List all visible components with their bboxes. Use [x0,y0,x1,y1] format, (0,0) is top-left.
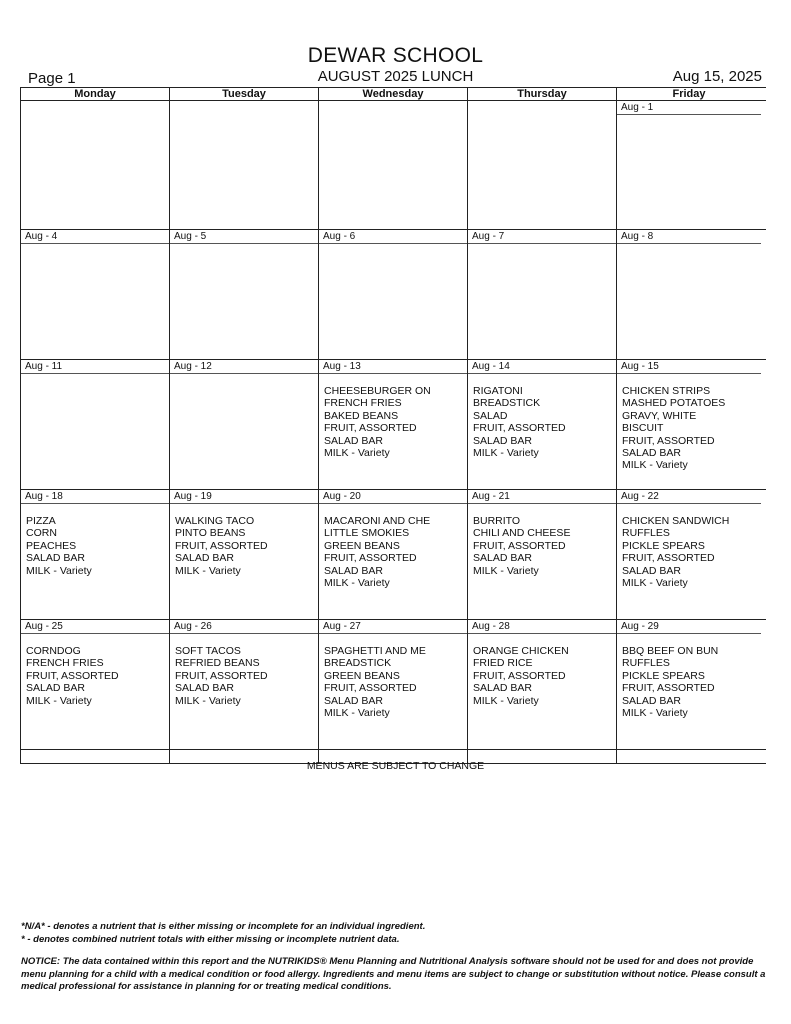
week-row [21,620,766,750]
menu-item: FRUIT, ASSORTED [622,434,715,447]
menu-item-list [319,515,467,589]
menu-item: GREEN BEANS [324,539,400,552]
day-cell [21,360,170,489]
menu-item: MILK - Variety [473,447,539,460]
menu-item-list [617,645,761,719]
menu-item: FRUIT, ASSORTED [324,422,417,435]
day-date: Aug - 27 [319,620,467,634]
menu-item: PIZZA [26,515,56,527]
day-cell [319,360,468,489]
week-row [21,490,766,620]
menu-item-list [170,515,318,577]
menu-item-list [468,385,616,459]
weekday-header: Monday [21,88,170,100]
day-cell [21,490,170,619]
week-row [21,101,766,230]
day-cell [170,620,319,749]
menu-item: LITTLE SMOKIES [324,527,410,540]
menu-item: MILK - Variety [473,564,539,577]
menu-item: SPAGHETTI AND ME [324,645,426,657]
menu-item: BREADSTICK [324,657,392,670]
menu-item: SOFT TACOS [175,645,241,657]
menu-item-list [170,645,318,707]
menu-item: FRUIT, ASSORTED [175,539,268,552]
menu-item: RIGATONI [473,385,523,397]
day-cell [617,360,761,489]
menu-item: BAKED BEANS [324,409,399,422]
menu-item: FRENCH FRIES [26,657,104,670]
menu-item-list [319,385,467,459]
day-cell [319,620,468,749]
menu-item: MASHED POTATOES [622,397,726,410]
menu-item: REFRIED BEANS [175,657,260,670]
day-date: Aug - 18 [21,490,169,504]
menu-item: MILK - Variety [324,707,390,720]
day-cell [170,101,319,229]
footnotes [21,921,771,994]
weekday-header: Thursday [468,88,617,100]
day-date: Aug - 26 [170,620,318,634]
weekday-header-row [21,88,766,101]
menu-item: MILK - Variety [26,564,92,577]
day-date: Aug - 14 [468,360,616,374]
footnote-star: * - denotes combined nutrient totals with either missing or incomplete nutrient data. [21,933,400,945]
day-cell [468,101,617,229]
menu-item: CHICKEN SANDWICH [622,515,730,527]
day-cell [170,230,319,359]
day-cell [170,360,319,489]
day-cell [21,101,170,229]
menu-item: MILK - Variety [324,447,390,460]
menu-item: MILK - Variety [175,564,241,577]
menu-item-list [468,645,616,707]
menu-item-list [468,515,616,577]
day-cell [21,620,170,749]
day-date: Aug - 21 [468,490,616,504]
menu-item: GRAVY, WHITE [622,409,697,422]
day-date: Aug - 1 [617,101,761,115]
menu-item: FRUIT, ASSORTED [324,552,417,565]
menu-item: CORN [26,527,57,540]
report-date: Aug 15, 2025 [672,68,762,85]
day-date: Aug - 7 [468,230,616,244]
menu-item: CHICKEN STRIPS [622,385,711,397]
menu-item: CHILI AND CHEESE [473,527,571,540]
day-cell [468,620,617,749]
menu-item: MILK - Variety [622,707,688,720]
menu-month-title: AUGUST 2025 LUNCH [317,68,474,85]
menu-item: FRUIT, ASSORTED [473,422,566,435]
menu-item: PEACHES [26,539,77,552]
menu-item: GREEN BEANS [324,669,400,682]
day-cell [319,101,468,229]
footnote-na: *N/A* - denotes a nutrient that is either missing or incomplete for an individual ingredient. [21,921,426,932]
weekday-header: Friday [672,88,706,100]
day-date: Aug - 6 [319,230,467,244]
menu-item: SALAD BAR [324,694,383,707]
day-cell [21,230,170,359]
day-cell [468,360,617,489]
menu-calendar-grid [20,87,766,764]
menu-item: SALAD BAR [324,564,383,577]
menu-item: FRUIT, ASSORTED [473,669,566,682]
menu-item: ORANGE CHICKEN [473,645,569,657]
day-cell [617,230,761,359]
menu-item: FRUIT, ASSORTED [175,669,268,682]
day-date: Aug - 22 [617,490,761,504]
day-date: Aug - 19 [170,490,318,504]
menu-item: BISCUIT [622,422,664,435]
menu-item: MACARONI AND CHE [324,515,431,527]
day-cell [617,620,761,749]
menu-item: SALAD BAR [622,447,681,460]
legal-notice: NOTICE: The data contained within this report and the NUTRIKIDS® Menu Planning and Nutritional Analysis software should not be used for and does not provide menu planning for a child with a medical condition or food allergy. Ingredients and menu items are subject to change or substitution without notice. Please consult a medical professional for assistance in planning for or treating medical conditions. [21,956,766,992]
menu-item: MILK - Variety [622,459,688,472]
day-date: Aug - 29 [617,620,761,634]
day-cell [617,490,761,619]
menu-item: SALAD BAR [324,434,383,447]
day-date: Aug - 25 [21,620,169,634]
menu-item: FRUIT, ASSORTED [622,682,715,695]
menu-item: CORNDOG [26,645,81,657]
menu-item: WALKING TACO [175,515,255,527]
menu-item: SALAD BAR [622,694,681,707]
weekday-header: Wednesday [319,88,468,100]
day-cell [170,490,319,619]
day-cell [468,230,617,359]
menu-item-list [617,515,761,589]
menu-item: MILK - Variety [324,577,390,590]
day-cell [319,490,468,619]
menu-item: BBQ BEEF ON BUN [622,645,719,657]
day-date: Aug - 15 [617,360,761,374]
menu-item: SALAD BAR [473,552,532,565]
day-date: Aug - 11 [21,360,169,374]
week-row [21,230,766,360]
day-cell [617,101,761,229]
menu-item: FRUIT, ASSORTED [473,539,566,552]
menu-item: SALAD BAR [26,682,85,695]
menu-item: FRENCH FRIES [324,397,402,410]
menu-item: MILK - Variety [622,577,688,590]
school-name: DEWAR SCHOOL [307,44,484,67]
day-date: Aug - 8 [617,230,761,244]
menu-item: SALAD BAR [473,434,532,447]
day-date: Aug - 5 [170,230,318,244]
menu-item: BURRITO [473,515,521,527]
menu-item: FRUIT, ASSORTED [26,669,119,682]
menu-item: RUFFLES [622,527,670,540]
menu-item: MILK - Variety [473,694,539,707]
menu-item: FRUIT, ASSORTED [324,682,417,695]
menu-item: SALAD BAR [473,682,532,695]
menu-item: SALAD [473,409,508,422]
page-number: Page 1 [28,70,76,87]
menu-item-list [319,645,467,719]
menu-item: MILK - Variety [26,694,92,707]
menu-item: SALAD BAR [26,552,85,565]
day-cell [468,490,617,619]
menu-item: MILK - Variety [175,694,241,707]
menu-item: PINTO BEANS [175,527,246,540]
week-row [21,360,766,490]
menu-item: BREADSTICK [473,397,541,410]
day-cell [319,230,468,359]
menu-item: RUFFLES [622,657,670,670]
report-header [0,0,791,90]
menu-change-notice: MENUS ARE SUBJECT TO CHANGE [306,760,485,772]
menu-item: PICKLE SPEARS [622,669,705,682]
day-date: Aug - 28 [468,620,616,634]
day-date: Aug - 12 [170,360,318,374]
menu-item-list [21,515,169,577]
day-date: Aug - 4 [21,230,169,244]
day-date: Aug - 13 [319,360,467,374]
menu-item: SALAD BAR [622,564,681,577]
menu-item: CHEESEBURGER ON [324,385,431,397]
menu-item: SALAD BAR [175,682,234,695]
menu-item: FRIED RICE [473,657,533,670]
weekday-header: Tuesday [170,88,319,100]
menu-item: PICKLE SPEARS [622,539,705,552]
menu-item-list [617,385,761,472]
day-date: Aug - 20 [319,490,467,504]
menu-item: FRUIT, ASSORTED [622,552,715,565]
menu-item-list [21,645,169,707]
menu-item: SALAD BAR [175,552,234,565]
